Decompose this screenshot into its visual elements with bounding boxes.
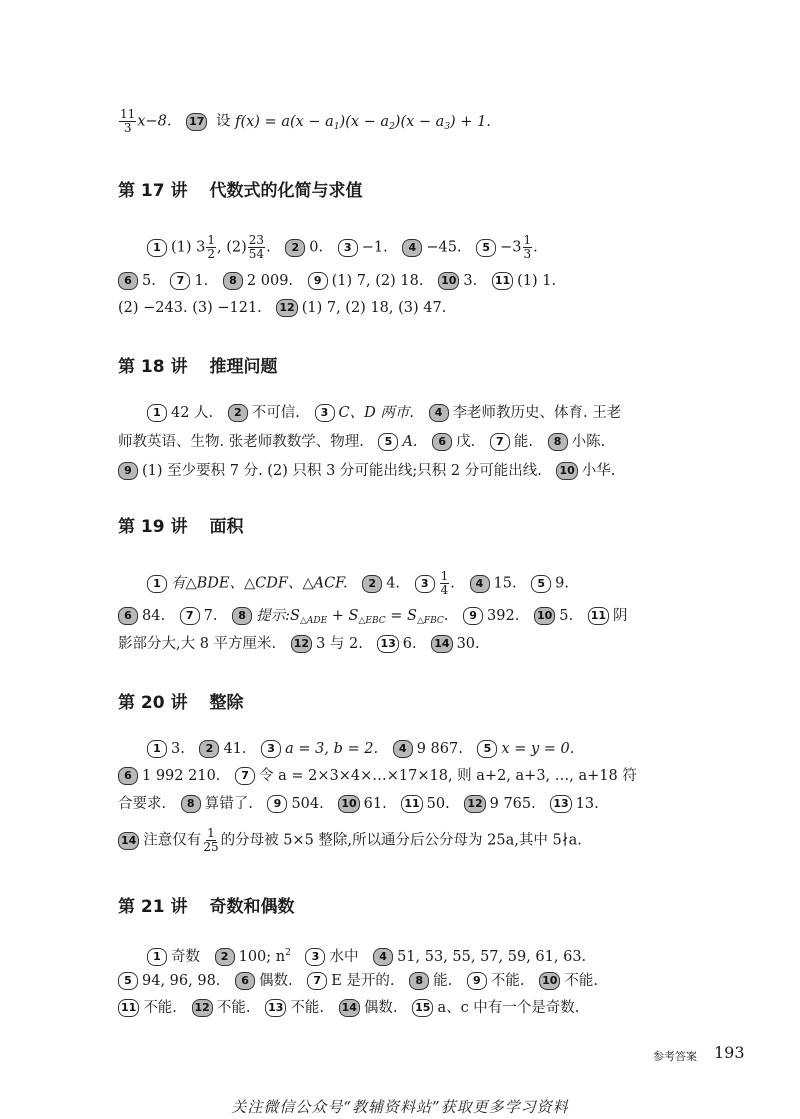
answer-line: 5 94, 96, 98. 6 偶数. 7 E 是开的. 8 能. 9 不能. 10 不能. bbox=[118, 971, 598, 991]
footer-label: 参考答案 bbox=[653, 1050, 697, 1063]
answer-line: 6 84. 7 7. 8 提示$:S_{\triangle ADE} + S_{\triangle EBC} = S_{\triangle FBC}$. 9 392. 10 5. 11 阴 bbox=[118, 606, 628, 631]
answer-line: 6 1 992 210. 7 令 a = 2×3×4×…×17×18, 则 a+2, a+3, …, a+18 符 bbox=[118, 766, 637, 786]
answer-line: 影部分大,大 8 平方厘米. 12 3 与 2. 13 6. 14 30. bbox=[118, 636, 480, 652]
answer-line: (2) −243. (3) −121. 12 (1) 7, (2) 18, (3) 47. bbox=[118, 300, 447, 316]
carryover-line: $\frac{11}{3}$ x−8. 17 设 $f(x) = a(x - a_1)(x - a_2)(x - a_3) + 1$. bbox=[120, 107, 491, 135]
answer-line: 11 不能. 12 不能. 13 不能. 14 偶数. 15 a、c 中有一个是奇数. bbox=[118, 998, 579, 1018]
section-heading-21: 第 21 讲 奇数和偶数 bbox=[118, 897, 295, 917]
watermark-text: 关注微信公众号“教辅资料站”获取更多学习资料 bbox=[231, 1098, 569, 1116]
page-number: 193 bbox=[714, 1043, 745, 1062]
section-heading-17: 第 17 讲 代数式的化简与求值 bbox=[118, 181, 363, 201]
section-heading-18: 第 18 讲 推理问题 bbox=[118, 357, 278, 377]
section-heading-19: 第 19 讲 面积 bbox=[118, 517, 244, 537]
section-heading-20: 第 20 讲 整除 bbox=[118, 693, 244, 713]
answer-line: 1 3. 2 41. 3 a = 3, b = 2. 4 9 867. 5 x = y = 0. bbox=[147, 739, 574, 759]
answer-line: 9 (1) 至少要积 7 分. (2) 只积 3 分可能出线;只积 2 分可能出线. 10 小华. bbox=[118, 461, 615, 481]
answer-line: 合要求. 8 算错了. 9 504. 10 61. 11 50. 12 9 765. 13 13. bbox=[118, 796, 599, 812]
answer-line: 1 42 人. 2 不可信. 3 C、D 两市. 4 李老师教历史、体育. 王老 bbox=[147, 403, 621, 423]
question-number: 17 bbox=[186, 113, 207, 131]
answer-line: 1 奇数 2 100; $n^2$ 3 水中 4 51, 53, 55, 57, 59, 61, 63. bbox=[147, 943, 586, 967]
answer-line: 6 5. 7 1. 8 2 009. 9 (1) 7, (2) 18. 10 3. 11 (1) 1. bbox=[118, 271, 556, 291]
answer-line: 1 有△BDE、△CDF、△ACF. 2 4. 3 $\frac{1}{4}$ . 4 15. 5 9. bbox=[147, 570, 569, 597]
answer-line: 14 注意仅有 $\frac{1}{25}$ 的分母被 5×5 整除,所以通分后公分母为 25a,其中 5∤a. bbox=[118, 827, 582, 854]
answer-line: 师教英语、生物. 张老师教数学、物理. 5 A. 6 戊. 7 能. 8 小陈. bbox=[118, 434, 606, 450]
fraction: $\frac{11}{3}$ bbox=[120, 107, 136, 135]
answer-line: 1 (1) 3 $\frac{1}{2}$ , (2) $\frac{23}{54}$ . 2 0. 3 −1. 4 −45. 5 −3 $\frac{1}{3}$ . bbox=[147, 234, 538, 261]
